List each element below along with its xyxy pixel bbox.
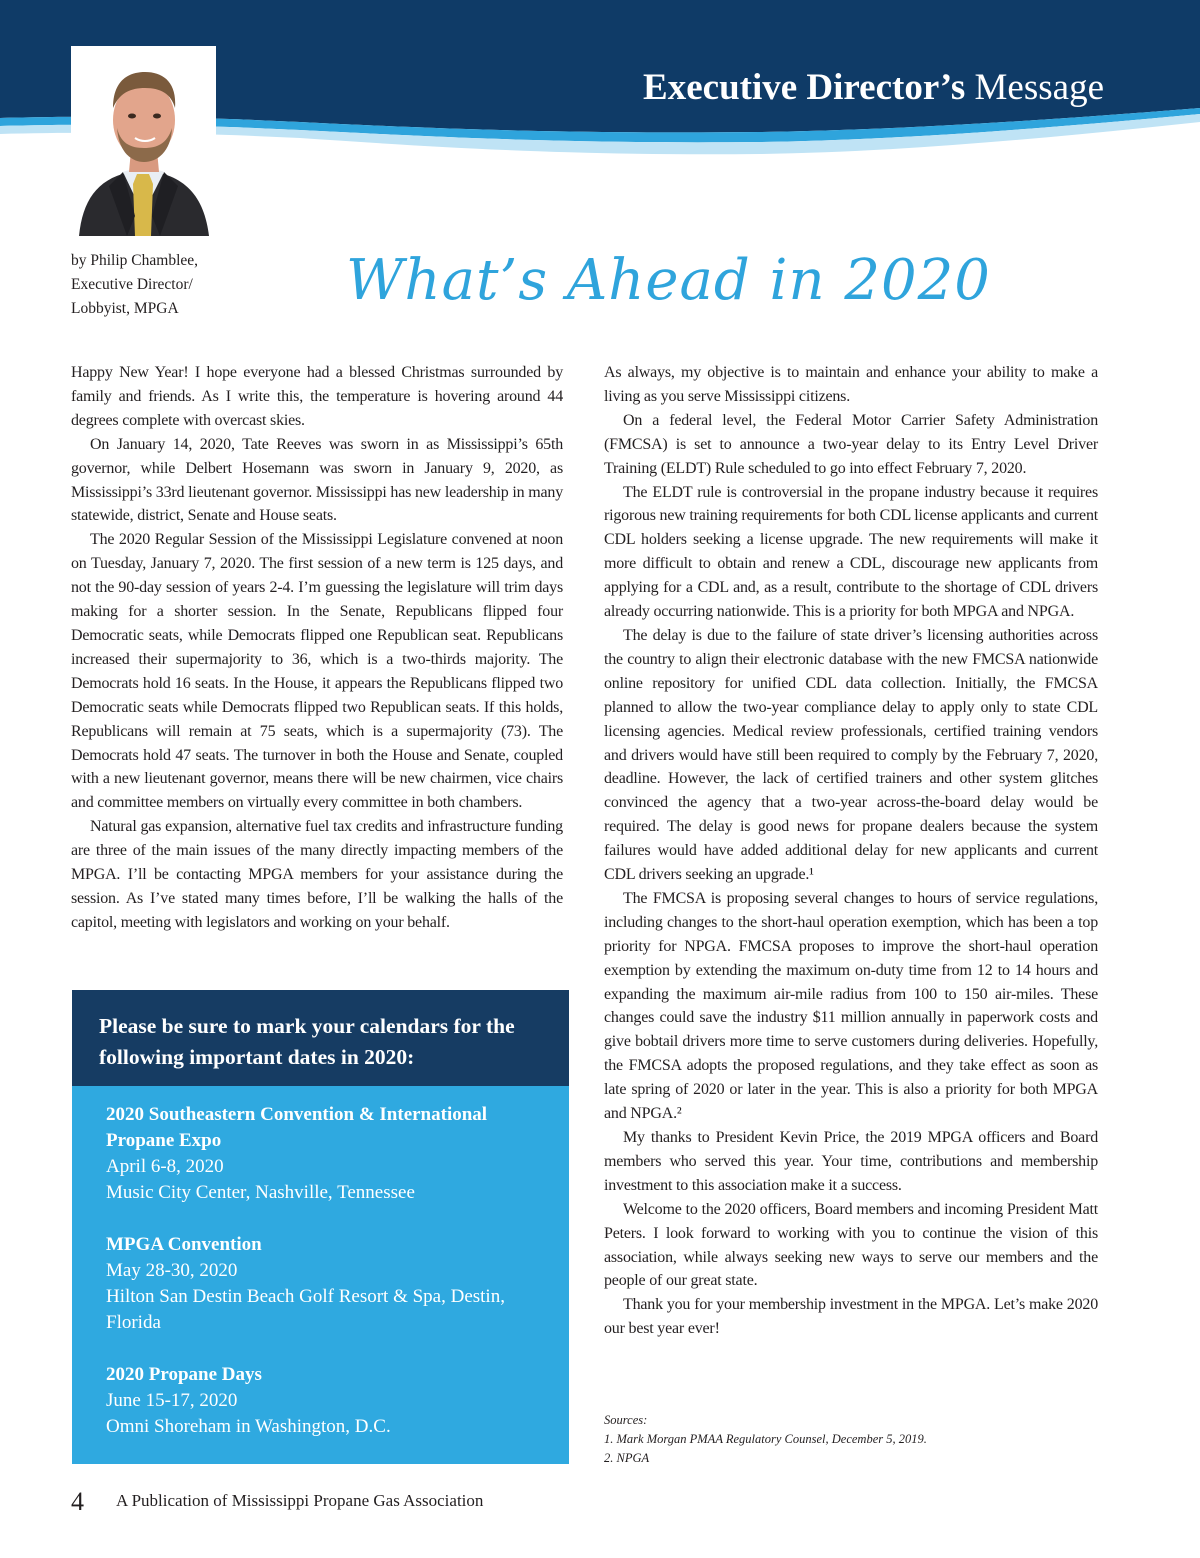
important-dates-callout: [72, 990, 569, 1464]
source-item: 1. Mark Morgan PMAA Regulatory Counsel, December 5, 2019.: [604, 1432, 927, 1446]
sources-label: Sources:: [604, 1413, 648, 1427]
author-portrait: [71, 46, 216, 236]
event-location: Music City Center, Nashville, Tennessee: [106, 1182, 415, 1203]
body-paragraph: The delay is due to the failure of state driver’s licensing authorities across the country to align their electronic database with the new FMCSA nationwide online repository for unified CDL data collection. Initially, the FMCSA planned to allow the two-year compliance delay to apply only to state CDL licensing agencies. Medical review professionals, certified training vendors and drivers would have still been required to comply by the February 7, 2020, deadline. However, the lack of certified trainers and other system glitches convinced the agency that a two-year across-the-board delay would be required. The delay is good news for propane dealers because the system failures would have added additional delay for new applicants and current CDL drivers seeking an upgrade.¹: [604, 626, 1098, 884]
body-paragraph: Natural gas expansion, alternative fuel tax credits and infrastructure funding are three of the main issues of the many directly impacting members of the MPGA. I’ll be contacting MPGA members for your assistance during the session. As I’ve stated many times before, I’ll be walking the halls of the capitol, meeting with legislators and working on your behalf.: [71, 818, 563, 931]
article-left-column: [71, 361, 563, 935]
event-item: [106, 1102, 555, 1206]
body-paragraph: The ELDT rule is controversial in the propane industry because it requires rigorous new training requirements for both CDL license applicants and current CDL holders seeking a license upgrade. The new requirements will make it more difficult to obtain and renew a CDL, discourage new applicants from applying for a CDL and, as a result, contribute to the shortage of CDL drivers already occurring nationwide. This is a priority for both MPGA and NPGA.: [604, 483, 1098, 621]
byline-line: Lobbyist, MPGA: [71, 300, 179, 317]
event-item: [106, 1362, 555, 1440]
section-title: [643, 66, 1104, 109]
callout-events: [72, 1086, 569, 1464]
source-item: 2. NPGA: [604, 1451, 650, 1465]
article-right-column: [604, 361, 1098, 1341]
sources: [604, 1411, 1098, 1468]
publication-credit: A Publication of Mississippi Propane Gas Association: [116, 1491, 484, 1510]
body-paragraph: On a federal level, the Federal Motor Carrier Safety Administration (FMCSA) is set to announce a two-year delay to its Entry Level Driver Training (ELDT) Rule scheduled to go into effect February 7, 2020.: [604, 411, 1098, 477]
body-paragraph: As always, my objective is to maintain and enhance your ability to make a living as you serve Mississippi citizens.: [604, 364, 1098, 405]
article-headline: What’s Ahead in 2020: [346, 248, 991, 313]
event-dates: May 28-30, 2020: [106, 1260, 238, 1281]
section-title-light: Message: [974, 67, 1104, 108]
event-item: [106, 1232, 555, 1336]
body-paragraph: Happy New Year! I hope everyone had a blessed Christmas surrounded by family and friends. As I write this, the temperature is hovering around 44 degrees complete with overcast skies.: [71, 364, 563, 429]
event-dates: April 6-8, 2020: [106, 1156, 224, 1177]
event-location: Omni Shoreham in Washington, D.C.: [106, 1416, 391, 1437]
callout-heading: Please be sure to mark your calendars for the following important dates in 2020:: [72, 990, 569, 1086]
page-number: 4: [71, 1487, 84, 1516]
body-paragraph: Welcome to the 2020 officers, Board members and incoming President Matt Peters. I look forward to working with you to continue the vision of this association, while always seeking new ways to serve our members and the people of our great state.: [604, 1200, 1098, 1290]
body-paragraph: On January 14, 2020, Tate Reeves was sworn in as Mississippi’s 65th governor, while Delbert Hosemann was sworn in January 9, 2020, as Mississippi’s 33rd lieutenant governor. Mississippi has new leadership in many statewide, district, Senate and House seats.: [71, 435, 563, 525]
byline-line: Executive Director/: [71, 276, 193, 293]
event-title: 2020 Southeastern Convention & International Propane Expo: [106, 1104, 488, 1151]
event-title: MPGA Convention: [106, 1234, 262, 1255]
event-dates: June 15-17, 2020: [106, 1390, 238, 1411]
event-location: Hilton San Destin Beach Golf Resort & Spa, Destin, Florida: [106, 1286, 505, 1333]
section-title-bold: Executive Director’s: [643, 67, 966, 108]
byline-line: by Philip Chamblee,: [71, 252, 199, 269]
body-paragraph: My thanks to President Kevin Price, the 2019 MPGA officers and Board members who served this year. Your time, contributions and membership investment to this association make it a success.: [604, 1129, 1098, 1194]
event-title: 2020 Propane Days: [106, 1364, 262, 1385]
body-paragraph: The 2020 Regular Session of the Mississippi Legislature convened at noon on Tuesday, January 7, 2020. The first session of a new term is 125 days, and not the 90-day session of years 2-4. I’m guessing the legislature will trim days making for a shorter session. In the Senate, Republicans flipped four Democratic seats, while Democrats flipped one Republican seat. Republicans increased their supermajority to 36, which is a two-thirds majority. The Democrats hold 16 seats. In the House, it appears the Republicans flipped two Democratic seats while Democrats flipped two Republican seats. If this holds, Republicans will remain at 75 seats, which is a supermajority (73). The Democrats hold 47 seats. The turnover in both the House and Senate, coupled with a new lieutenant governor, means there will be new chairmen, vice chairs and committee members on virtually every committee in both chambers.: [71, 531, 563, 812]
byline: [71, 249, 231, 321]
body-paragraph: The FMCSA is proposing several changes to hours of service regulations, including changes to the short-haul operation exemption, which has been a top priority for NPGA. FMCSA proposes to improve the short-haul operation exemption by extending the maximum on-duty time from 12 to 14 hours and expanding the maximum air-mile radius from 100 to 150 air-miles. These changes could save the industry $11 million annually in paperwork costs and give bobtail drivers more time to serve customers during deliveries. Hopefully, the FMCSA adopts the proposed regulations, and they take effect as soon as late spring of 2020 or later in the year. This is also a priority for both MPGA and NPGA.²: [604, 889, 1098, 1123]
body-paragraph: Thank you for your membership investment in the MPGA. Let’s make 2020 our best year ever!: [604, 1296, 1098, 1338]
